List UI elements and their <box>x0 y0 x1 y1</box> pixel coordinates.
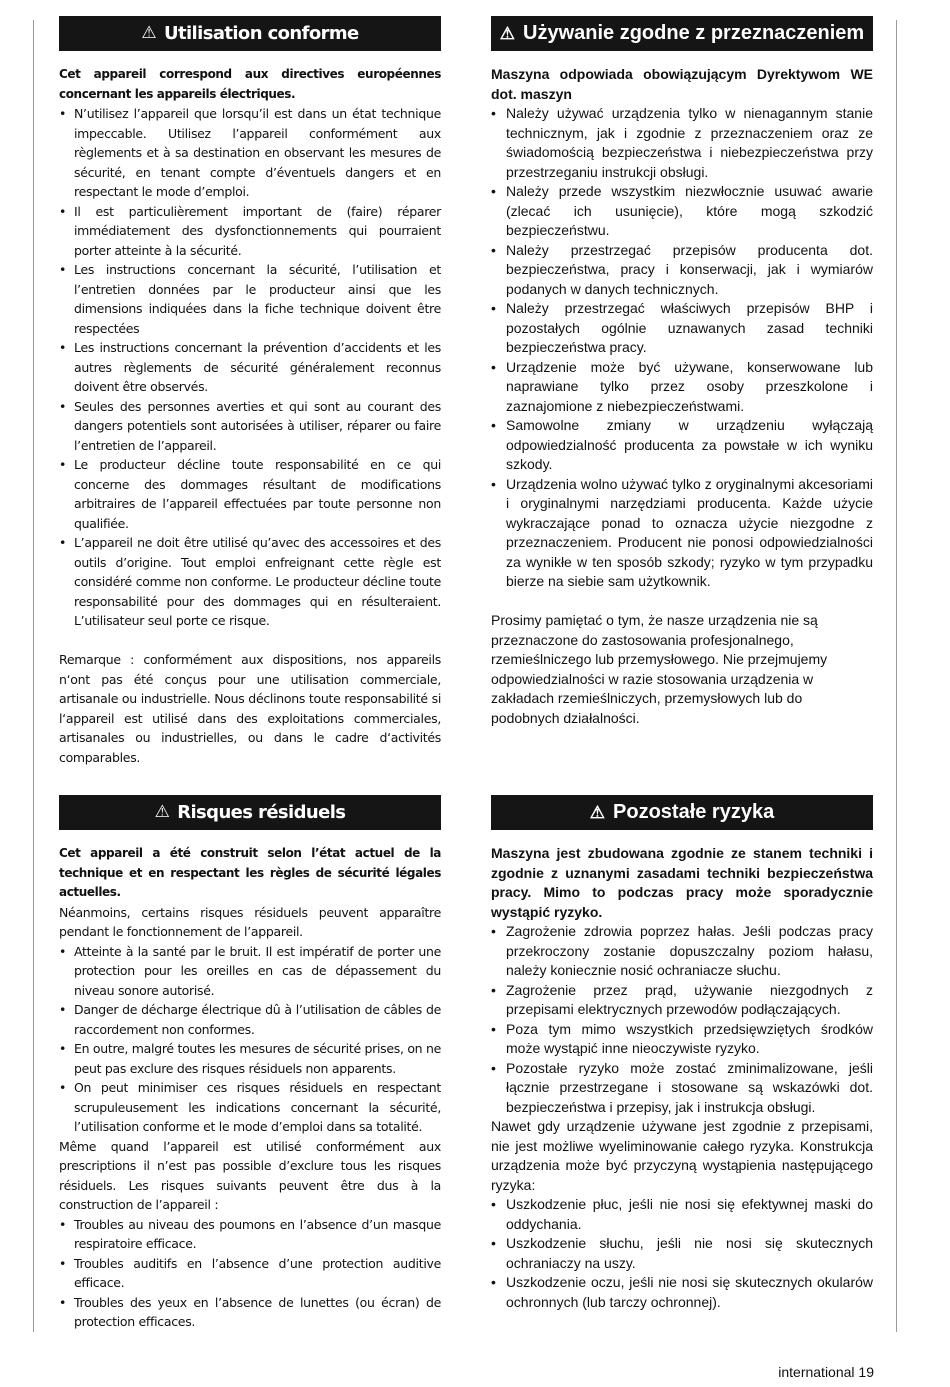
remark-paragraph: Remarque : conformément aux dispositions, nos appareils n‘ont pas été conçus pour une utilisation commerciale, artisanale ou industrielle. Nous déclinons toute responsabilité si l‘appareil est utilisé dans des exploitations commerciales, artisanales ou industrielles, ou dans le cadre d‘activités comparables. <box>59 652 441 765</box>
list-item: • L’appareil ne doit être utilisé qu’avec des accessoires et des outils d’origine. Tout emploi enfreignant cette règle est considéré comme non conforme. Le producteur décline toute responsabilité pour des dommages qui en résulteraient. L’utilisateur seul porte ce risque. <box>59 533 441 631</box>
list-item: • Danger de décharge électrique dû à l’utilisation de câbles de raccordement non conformes. <box>59 1000 441 1039</box>
bullet-list <box>491 922 873 1117</box>
list-item: • Należy przestrzegać właściwych przepisów BHP i pozostałych ogólnie uznawanych zasad techniki bezpieczeństwa pracy. <box>491 299 873 358</box>
list-item: • Zagrożenie zdrowia poprzez hałas. Jeśli podczas pracy przekroczony zostanie dopuszczalny poziom hałasu, należy koniecznie nosić ochraniacze słuchu. <box>491 922 873 981</box>
warning-icon: ⚠ <box>154 802 170 822</box>
page-footer: international 19 <box>778 1364 874 1380</box>
list-item: • N’utilisez l’appareil que lorsqu’il est dans un état technique impeccable. Utilisez l’appareil conformément aux règlements et à sa destination en observant les mesures de sécurité, en tenant compte d’éventuels dangers et en respectant le mode d’emploi. <box>59 104 441 202</box>
section-risques-residuels <box>59 795 441 1332</box>
lead-text: Cet appareil a été construit selon l’état actuel de la technique et en respectant les règles de sécurité légales actuelles. <box>59 846 441 899</box>
warning-icon: ⚠ <box>499 24 516 43</box>
section-pozostale-ryzyka <box>491 795 873 1312</box>
list-item: • Uszkodzenie płuc, jeśli nie nosi się efektywnej maski do oddychania. <box>491 1195 873 1234</box>
middle-paragraph: Même quand l’appareil est utilisé conformément aux prescriptions il n’est pas possible d’exclure tous les risques résiduels. Les risques suivants peuvent être dus à la construction de l’appareil : <box>59 1138 441 1212</box>
warning-icon: ⚠ <box>589 803 606 822</box>
bullet-list <box>59 104 441 631</box>
list-item: • Należy używać urządzenia tylko w nienagannym stanie technicznym, jak i zgodnie z przeznaczeniem oraz ze świadomością bezpieczeństwa i niebezpieczeństwa przy przestrzeganiu instrukcji obsługi. <box>491 104 873 182</box>
intro-paragraph: Néanmoins, certains risques résiduels peuvent apparaître pendant le fonctionnement de l’appareil. <box>59 904 441 939</box>
section-utilisation-conforme <box>59 16 441 767</box>
section-header <box>59 16 441 51</box>
list-item: • En outre, malgré toutes les mesures de sécurité prises, on ne peut pas exclure des risques résiduels non apparents. <box>59 1039 441 1078</box>
list-item: • Les instructions concernant la sécurité, l’utilisation et l’entretien données par le producteur ainsi que les dimensions indiquées dans la fiche technique doivent être respectées <box>59 260 441 338</box>
bullet-list <box>491 104 873 592</box>
section-header <box>491 16 873 51</box>
list-item: • Urządzenie może być używane, konserwowane lub naprawiane tylko przez osoby przeszkolone i zaznajomione z niebezpieczeństwami. <box>491 358 873 417</box>
left-margin-rule <box>33 20 34 1332</box>
list-item: • Uszkodzenie słuchu, jeśli nie nosi się skutecznych ochraniaczy na uszy. <box>491 1234 873 1273</box>
list-item: • Seules des personnes averties et qui sont au courant des dangers potentiels sont autorisées à utiliser, réparer ou faire l’entretien de l’appareil. <box>59 397 441 456</box>
bullet-list-2 <box>59 1215 441 1332</box>
section-title: Używanie zgodne z przeznaczeniem <box>523 21 865 44</box>
right-margin-rule <box>896 20 897 1332</box>
list-item: • Troubles auditifs en l’absence d’une protection auditive efficace. <box>59 1254 441 1293</box>
middle-paragraph: Nawet gdy urządzenie używane jest zgodnie z przepisami, nie jest możliwe wyeliminowanie całego ryzyka. Konstrukcja urządzenia może być przyczyną wystąpienia następującego ryzyka: <box>491 1118 873 1193</box>
list-item: • Poza tym mimo wszystkich przedsięwziętych środków może wystąpić inne nieoczywiste ryzyko. <box>491 1020 873 1059</box>
remark-paragraph: Prosimy pamiętać o tym, że nasze urządzenia nie są przeznaczone do zastosowania profesjonalnego, rzemieślniczego lub przemysłowego. Nie przejmujemy odpowiedzialności w razie stosowania urządzenia w zakładach rzemieślniczych, przemysłowych lub do podobnych działalności. <box>491 612 828 726</box>
list-item: • Należy przede wszystkim niezwłocznie usuwać awarie (zlecać ich usunięcie), które mogą szkodzić bezpieczeństwu. <box>491 182 873 241</box>
list-item: • Urządzenia wolno używać tylko z oryginalnymi akcesoriami i oryginalnymi narzędziami producenta. Każde użycie wykraczające ponad to oznacza użycie niezgodne z przeznaczeniem. Producent nie ponosi odpowiedzialności za wynikłe w ten sposób szkody; ryzyko w tym przypadku bierze na siebie sam użytkownik. <box>491 475 873 592</box>
section-header <box>59 795 441 830</box>
list-item: • Le producteur décline toute responsabilité en ce qui concerne des dommages résultant de modifications arbitraires de l’appareil effectuées par toute personne non qualifiée. <box>59 455 441 533</box>
list-item: • Uszkodzenie oczu, jeśli nie nosi się skutecznych okularów ochronnych (lub tarczy ochronnej). <box>491 1273 873 1312</box>
list-item: • Atteinte à la santé par le bruit. Il est impératif de porter une protection pour les oreilles en cas de dépassement du niveau sonore autorisé. <box>59 942 441 1001</box>
list-item: • Troubles des yeux en l’absence de lunettes (ou écran) de protection efficaces. <box>59 1293 441 1332</box>
list-item: • On peut minimiser ces risques résiduels en respectant scrupuleusement les indications concernant la sécurité, l’utilisation conforme et le mode d’emploi dans sa totalité. <box>59 1078 441 1137</box>
warning-icon: ⚠ <box>141 23 156 43</box>
section-uzywanie-zgodne <box>491 16 873 728</box>
list-item: • Należy przestrzegać przepisów producenta dot. bezpieczeństwa, pracy i konserwacji, jak i wymiarów podanych w danych technicznych. <box>491 241 873 300</box>
list-item: • Samowolne zmiany w urządzeniu wyłączają odpowiedzialność producenta za powstałe w ich wyniku szkody. <box>491 416 873 475</box>
lead-text: Maszyna jest zbudowana zgodnie ze stanem techniki i zgodnie z uznanymi zasadami techniki bezpieczeństwa pracy. Mimo to podczas pracy może sporadycznie wystąpić ryzyko. <box>491 845 873 920</box>
lead-text: Cet appareil correspond aux directives européennes concernant les appareils électriques. <box>59 67 441 101</box>
list-item: • Troubles au niveau des poumons en l’absence d’un masque respiratoire efficace. <box>59 1215 441 1254</box>
list-item: • Zagrożenie przez prąd, używanie niezgodnych z przepisami elektrycznych przewodów podłączających. <box>491 981 873 1020</box>
bullet-list <box>59 942 441 1137</box>
bullet-list-2 <box>491 1195 873 1312</box>
section-header <box>491 795 873 830</box>
list-item: • Les instructions concernant la prévention d’accidents et les autres règlements de sécurité généralement reconnus doivent être observés. <box>59 338 441 397</box>
section-title: Pozostałe ryzyka <box>613 800 775 823</box>
section-title: Utilisation conforme <box>163 22 359 44</box>
lead-text: Maszyna odpowiada obowiązującym Dyrektywom WE dot. maszyn <box>491 66 873 102</box>
section-title: Risques résiduels <box>177 801 346 823</box>
list-item: • Pozostałe ryzyko może zostać zminimalizowane, jeśli łącznie przestrzegane i stosowane są wskazówki dot. bezpieczeństwa i przepisy, jak i instrukcja obsługi. <box>491 1059 873 1118</box>
list-item: • Il est particulièrement important de (faire) réparer immédiatement des dysfonctionnements qui pourraient porter atteinte à la sécurité. <box>59 202 441 261</box>
